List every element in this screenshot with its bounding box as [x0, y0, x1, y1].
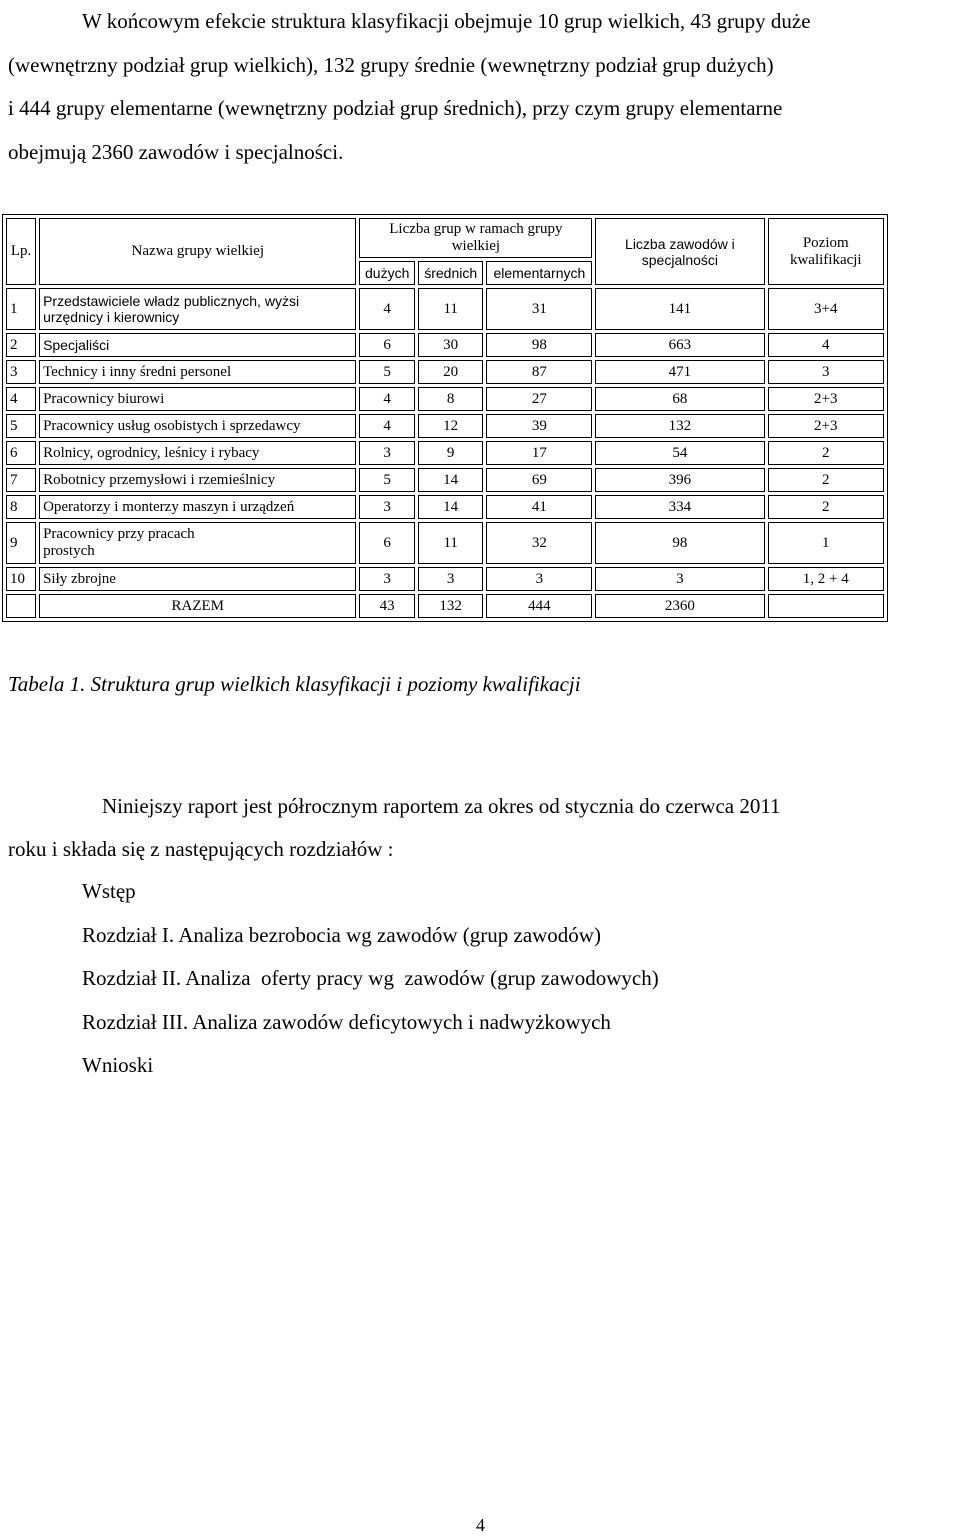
cell-zawody: 396: [595, 468, 764, 492]
table-row: [6, 522, 884, 564]
contents-item: Rozdział III. Analiza zawodów deficytowych i nadwyżkowych: [82, 1009, 611, 1034]
cell-lp: 6: [6, 441, 36, 465]
cell-poziom: 3+4: [768, 288, 884, 330]
cell-total-duzych: 43: [359, 594, 414, 618]
intro-line-1: W końcowym efekcie struktura klasyfikacji obejmuje 10 grup wielkich, 43 grupy duże: [82, 9, 811, 33]
cell-name: Pracownicy biurowi: [39, 387, 356, 411]
report-paragraph: [8, 785, 958, 871]
cell-duzych: 4: [359, 414, 414, 438]
cell-lp: 5: [6, 414, 36, 438]
contents-item: Rozdział I. Analiza bezrobocia wg zawodów (grup zawodów): [82, 922, 601, 947]
table-header-row: [6, 218, 884, 258]
cell-name: Technicy i inny średni personel: [39, 360, 356, 384]
table-row: [6, 495, 884, 519]
report-line-1: Niniejszy raport jest półrocznym raportem za okres od stycznia do czerwca 2011: [102, 794, 781, 818]
cell-duzych: 3: [359, 441, 414, 465]
cell-total-zawody: 2360: [595, 594, 764, 618]
intro-paragraph: [8, 0, 958, 174]
table-row: [6, 387, 884, 411]
contents-item: Wstęp: [82, 879, 136, 903]
cell-name: Pracownicy przy pracach prostych: [39, 522, 356, 564]
cell-zawody: 3: [595, 567, 764, 591]
cell-srednich: 8: [418, 387, 484, 411]
cell-duzych: 3: [359, 495, 414, 519]
cell-duzych: 3: [359, 567, 414, 591]
cell-name: Specjaliści: [39, 333, 356, 357]
cell-zawody: 141: [595, 288, 764, 330]
cell-lp: 8: [6, 495, 36, 519]
cell-lp: 1: [6, 288, 36, 330]
cell-srednich: 14: [418, 495, 484, 519]
cell-srednich: 11: [418, 522, 484, 564]
cell-elementarnych: 98: [486, 333, 592, 357]
cell-poziom: 1, 2 + 4: [768, 567, 884, 591]
table-caption: Tabela 1. Struktura grup wielkich klasyfikacji i poziomy kwalifikacji: [8, 672, 581, 696]
cell-name: Rolnicy, ogrodnicy, leśnicy i rybacy: [39, 441, 356, 465]
cell-total-label: RAZEM: [39, 594, 356, 618]
cell-zawody: 68: [595, 387, 764, 411]
header-groups: Liczba grup w ramach grupy wielkiej: [359, 218, 592, 258]
cell-poziom: 2: [768, 441, 884, 465]
cell-lp: 3: [6, 360, 36, 384]
report-line-2: roku i składa się z następujących rozdziałów :: [8, 837, 394, 861]
cell-poziom: 2: [768, 495, 884, 519]
table-row: [6, 468, 884, 492]
intro-line-2: (wewnętrzny podział grup wielkich), 132 grupy średnie (wewnętrzny podział grup dużych): [8, 52, 774, 77]
cell-lp: 2: [6, 333, 36, 357]
cell-elementarnych: 39: [486, 414, 592, 438]
classification-table-wrapper: [2, 214, 888, 622]
cell-lp: 10: [6, 567, 36, 591]
page-number: 4: [476, 1515, 485, 1535]
cell-lp: 4: [6, 387, 36, 411]
cell-name: Operatorzy i monterzy maszyn i urządzeń: [39, 495, 356, 519]
cell-name: Przedstawiciele władz publicznych, wyżsi urzędnicy i kierownicy: [39, 288, 356, 330]
table-row: [6, 441, 884, 465]
intro-line-4: obejmują 2360 zawodów i specjalności.: [8, 139, 344, 164]
cell-zawody: 471: [595, 360, 764, 384]
cell-elementarnych: 31: [486, 288, 592, 330]
classification-table: [2, 214, 888, 622]
cell-total-srednich: 132: [418, 594, 484, 618]
contents-item: Wnioski: [82, 1053, 154, 1077]
cell-name: Pracownicy usług osobistych i sprzedawcy: [39, 414, 356, 438]
cell-srednich: 20: [418, 360, 484, 384]
cell-elementarnych: 69: [486, 468, 592, 492]
cell-srednich: 30: [418, 333, 484, 357]
cell-zawody: 334: [595, 495, 764, 519]
header-elementarnych: elementarnych: [486, 261, 592, 285]
table-row: [6, 414, 884, 438]
cell-duzych: 6: [359, 333, 414, 357]
table-row: [6, 333, 884, 357]
cell-srednich: 14: [418, 468, 484, 492]
cell-srednich: 9: [418, 441, 484, 465]
cell-name: Siły zbrojne: [39, 567, 356, 591]
header-zawody: Liczba zawodów i specjalności: [595, 218, 764, 285]
cell-srednich: 3: [418, 567, 484, 591]
cell-total-poziom-blank: [768, 594, 884, 618]
cell-duzych: 5: [359, 360, 414, 384]
cell-poziom: 1: [768, 522, 884, 564]
cell-lp: 9: [6, 522, 36, 564]
cell-elementarnych: 32: [486, 522, 592, 564]
contents-item: Rozdział II. Analiza oferty pracy wg zawodów (grup zawodowych): [82, 966, 659, 990]
cell-zawody: 98: [595, 522, 764, 564]
cell-elementarnych: 41: [486, 495, 592, 519]
contents-list: [82, 870, 659, 1088]
cell-duzych: 4: [359, 288, 414, 330]
cell-elementarnych: 17: [486, 441, 592, 465]
header-poziom: Poziom kwalifikacji: [768, 218, 884, 285]
cell-poziom: 2+3: [768, 414, 884, 438]
table-row: [6, 567, 884, 591]
header-duzych: dużych: [359, 261, 414, 285]
cell-lp: 7: [6, 468, 36, 492]
header-lp: Lp.: [6, 218, 36, 285]
header-srednich: średnich: [418, 261, 484, 285]
cell-duzych: 5: [359, 468, 414, 492]
cell-srednich: 11: [418, 288, 484, 330]
cell-zawody: 132: [595, 414, 764, 438]
cell-poziom: 2: [768, 468, 884, 492]
cell-elementarnych: 87: [486, 360, 592, 384]
cell-duzych: 4: [359, 387, 414, 411]
table-row: [6, 360, 884, 384]
cell-poziom: 4: [768, 333, 884, 357]
table-row: [6, 288, 884, 330]
cell-zawody: 663: [595, 333, 764, 357]
cell-zawody: 54: [595, 441, 764, 465]
header-name: Nazwa grupy wielkiej: [39, 218, 356, 285]
cell-name: Robotnicy przemysłowi i rzemieślnicy: [39, 468, 356, 492]
cell-elementarnych: 3: [486, 567, 592, 591]
cell-duzych: 6: [359, 522, 414, 564]
cell-poziom: 3: [768, 360, 884, 384]
cell-total-elementarnych: 444: [486, 594, 592, 618]
table-total-row: [6, 594, 884, 618]
intro-line-3: i 444 grupy elementarne (wewnętrzny podział grup średnich), przy czym grupy elementarne: [8, 96, 783, 120]
cell-poziom: 2+3: [768, 387, 884, 411]
cell-elementarnych: 27: [486, 387, 592, 411]
cell-srednich: 12: [418, 414, 484, 438]
cell-total-blank: [6, 594, 36, 618]
